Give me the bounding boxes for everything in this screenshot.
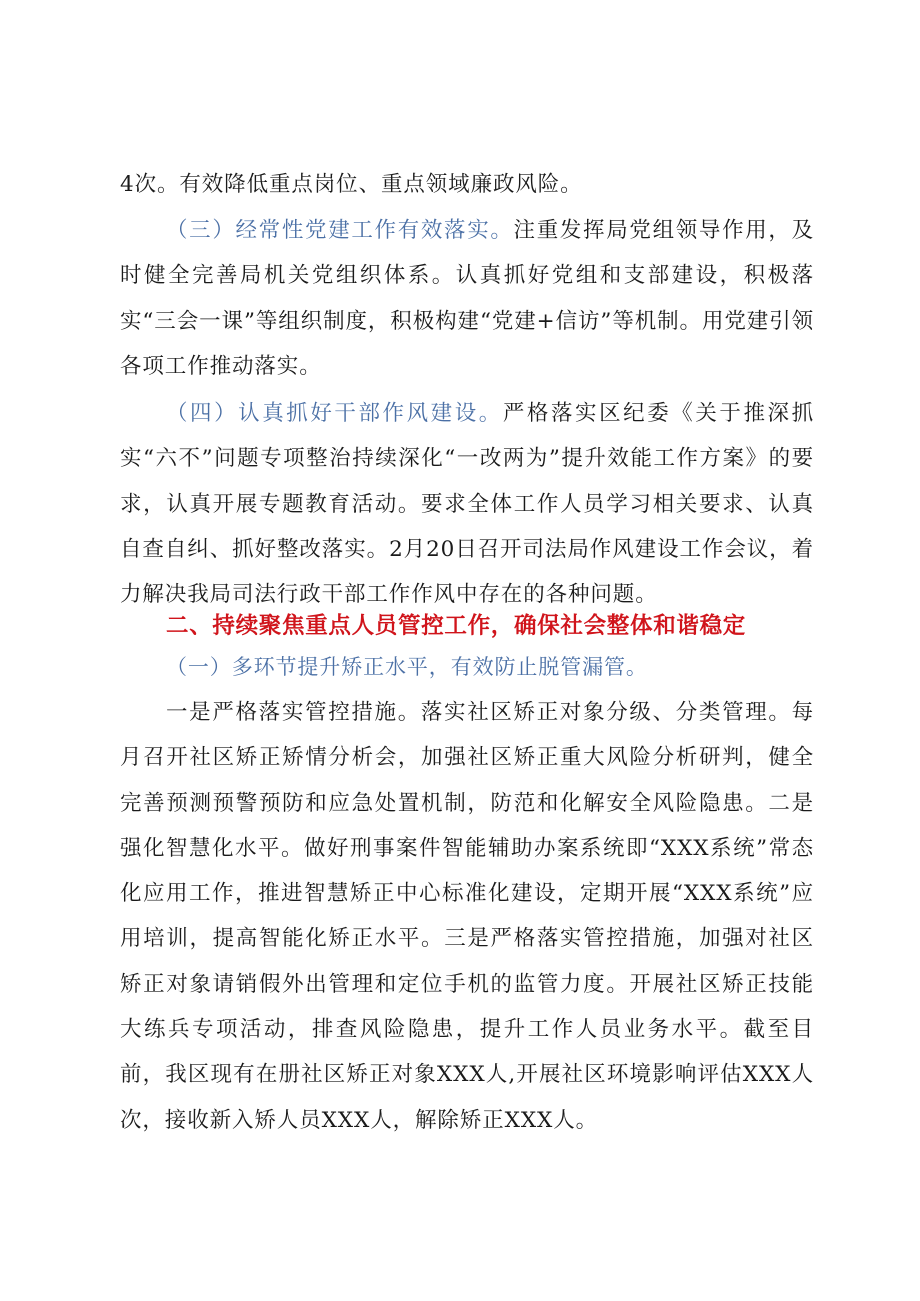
paragraph-subheading: （四）认真抓好干部作风建设。	[166, 401, 503, 426]
paragraph-work-style	[120, 391, 814, 617]
section-heading: 二、持续聚焦重点人员管控工作，确保社会整体和谐稳定	[166, 613, 747, 639]
paragraph-party-building	[120, 208, 814, 389]
paragraph-subheading: （三）经常性党建工作有效落实。	[166, 218, 514, 243]
paragraph-text: 4次。有效降低重点岗位、重点领域廉政风险。	[120, 172, 583, 197]
paragraph-text: 一是严格落实管控措施。落实社区矫正对象分级、分类管理。每月召开社区矫正矫情分析会，加强社区矫正重大风险分析研判，健全完善预测预警预防和应急处置机制，防范和化解安全风险隐患。二是强化智慧化水平。做好刑事案件智能辅助办案系统即“XXX系统”常态化应用工作，推进智慧矫正中心标准化建设，定期开展“XXX系统”应用培训，提高智能化矫正水平。三是严格落实管控措施，加强对社区矫正对象请销假外出管理和定位手机的监管力度。开展社区矫正技能大练兵专项活动，排查风险隐患，提升工作人员业务水平。截至目前，我区现有在册社区矫正对象XXX人,开展社区环境影响评估XXX人次，接收新入矫人员XXX人，解除矫正XXX人。	[120, 700, 814, 1133]
paragraph-text: 注重发挥局党组领导作用，及时健全完善局机关党组织体系。认真抓好党组和支部建设，积极落实“三会一课”等组织制度，积极构建“党建+信访”等机制。用党建引领各项工作推动落实。	[120, 218, 814, 379]
paragraph-continuation	[120, 162, 814, 207]
paragraph-correction-measures	[120, 690, 814, 1143]
sub-heading: （一）多环节提升矫正水平，有效防止脱管漏管。	[166, 655, 648, 679]
paragraph-text: 严格落实区纪委《关于推深抓实“六不”问题专项整治持续深化“一改两为”提升效能工作方案》的要求，认真开展专题教育活动。要求全体工作人员学习相关要求、认真自查自纠、抓好整改落实。2月20日召开司法局作风建设工作会议，着力解决我局司法行政干部工作作风中存在的各种问题。	[120, 401, 814, 608]
